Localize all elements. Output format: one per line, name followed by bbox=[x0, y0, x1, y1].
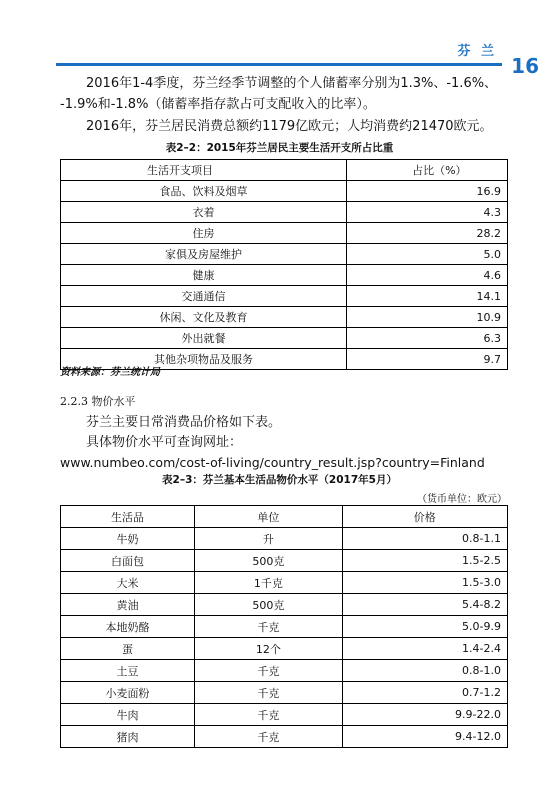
table2-caption: 表2–3：芬兰基本生活品物价水平（2017年5月） bbox=[162, 474, 397, 486]
table-row bbox=[61, 286, 508, 307]
unit-cell: 500克 bbox=[195, 594, 343, 616]
item-cell: 住房 bbox=[61, 223, 347, 244]
unit-cell: 升 bbox=[195, 528, 343, 550]
product-cell: 黄油 bbox=[61, 594, 195, 616]
product-cell: 白面包 bbox=[61, 550, 195, 572]
table-row bbox=[61, 682, 508, 704]
header-rule bbox=[56, 63, 502, 66]
item-cell: 家俱及房屋维护 bbox=[61, 244, 347, 265]
table-header-cell: 占比（%） bbox=[347, 160, 508, 181]
table-row bbox=[61, 726, 508, 748]
value-cell: 28.2 bbox=[347, 223, 508, 244]
table-row bbox=[61, 594, 508, 616]
table-row bbox=[61, 550, 508, 572]
table-row bbox=[61, 572, 508, 594]
price-cell: 5.4-8.2 bbox=[342, 594, 507, 616]
table-row bbox=[61, 265, 508, 286]
price-cell: 0.8-1.0 bbox=[342, 660, 507, 682]
price-cell: 0.8-1.1 bbox=[342, 528, 507, 550]
item-cell: 食品、饮料及烟草 bbox=[61, 181, 347, 202]
table-row bbox=[61, 244, 508, 265]
value-cell: 4.6 bbox=[347, 265, 508, 286]
table-row bbox=[61, 307, 508, 328]
product-cell: 本地奶酪 bbox=[61, 616, 195, 638]
table-header-row bbox=[61, 506, 508, 528]
table-row bbox=[61, 660, 508, 682]
product-cell: 牛奶 bbox=[61, 528, 195, 550]
price-cell: 1.5-2.5 bbox=[342, 550, 507, 572]
unit-cell: 1千克 bbox=[195, 572, 343, 594]
product-cell: 土豆 bbox=[61, 660, 195, 682]
item-cell: 衣着 bbox=[61, 202, 347, 223]
table-row bbox=[61, 638, 508, 660]
paragraph-savings-line2: -1.9%和-1.8%（储蓄率指存款占可支配收入的比率）。 bbox=[60, 97, 376, 112]
unit-cell: 千克 bbox=[195, 704, 343, 726]
price-cell: 9.4-12.0 bbox=[342, 726, 507, 748]
price-cell: 0.7-1.2 bbox=[342, 682, 507, 704]
unit-cell: 千克 bbox=[195, 660, 343, 682]
unit-cell: 千克 bbox=[195, 616, 343, 638]
table-row bbox=[61, 616, 508, 638]
price-cell: 1.4-2.4 bbox=[342, 638, 507, 660]
table-row bbox=[61, 181, 508, 202]
product-cell: 小麦面粉 bbox=[61, 682, 195, 704]
product-cell: 蛋 bbox=[61, 638, 195, 660]
unit-cell: 千克 bbox=[195, 726, 343, 748]
table-row bbox=[61, 528, 508, 550]
item-cell: 交通通信 bbox=[61, 286, 347, 307]
price-cell: 9.9-22.0 bbox=[342, 704, 507, 726]
table-row bbox=[61, 704, 508, 726]
currency-note: （货币单位：欧元） bbox=[417, 494, 507, 505]
value-cell: 4.3 bbox=[347, 202, 508, 223]
table-header-cell: 单位 bbox=[195, 506, 343, 528]
page-number: 16 bbox=[511, 54, 539, 78]
paragraph-savings-line1: 2016年1-4季度，芬兰经季节调整的个人储蓄率分别为1.3%、-1.6%、 bbox=[86, 76, 498, 91]
price-cell: 1.5-3.0 bbox=[342, 572, 507, 594]
unit-cell: 千克 bbox=[195, 682, 343, 704]
product-cell: 大米 bbox=[61, 572, 195, 594]
value-cell: 5.0 bbox=[347, 244, 508, 265]
paragraph-consumption: 2016年，芬兰居民消费总额约1179亿欧元；人均消费约21470欧元。 bbox=[86, 119, 493, 134]
table-row bbox=[61, 223, 508, 244]
running-header: 芬 兰 bbox=[457, 44, 497, 59]
product-cell: 牛肉 bbox=[61, 704, 195, 726]
item-cell: 其他杂项物品及服务 bbox=[61, 349, 347, 370]
item-cell: 外出就餐 bbox=[61, 328, 347, 349]
table-header-cell: 生活品 bbox=[61, 506, 195, 528]
item-cell: 健康 bbox=[61, 265, 347, 286]
table-header-cell: 生活开支项目 bbox=[61, 160, 347, 181]
value-cell: 10.9 bbox=[347, 307, 508, 328]
value-cell: 6.3 bbox=[347, 328, 508, 349]
table-header-row bbox=[61, 160, 508, 181]
unit-cell: 500克 bbox=[195, 550, 343, 572]
value-cell: 9.7 bbox=[347, 349, 508, 370]
table1-source: 资料来源：芬兰统计局 bbox=[60, 367, 160, 378]
value-cell: 16.9 bbox=[347, 181, 508, 202]
table-row bbox=[61, 202, 508, 223]
reference-url: www.numbeo.com/cost-of-living/country_result.jsp?country=Finland bbox=[60, 455, 485, 470]
price-cell: 5.0-9.9 bbox=[342, 616, 507, 638]
table-row bbox=[61, 328, 508, 349]
section-heading: 2.2.3 物价水平 bbox=[60, 395, 136, 408]
item-cell: 休闲、文化及教育 bbox=[61, 307, 347, 328]
unit-cell: 12个 bbox=[195, 638, 343, 660]
product-cell: 猪肉 bbox=[61, 726, 195, 748]
section-intro-line1: 芬兰主要日常消费品价格如下表。 bbox=[86, 415, 282, 430]
value-cell: 14.1 bbox=[347, 286, 508, 307]
expenditure-table bbox=[60, 159, 508, 370]
table-header-cell: 价格 bbox=[342, 506, 507, 528]
price-table bbox=[60, 505, 508, 748]
section-intro-line2: 具体物价水平可查询网址： bbox=[86, 435, 243, 450]
table1-caption: 表2–2：2015年芬兰居民主要生活开支所占比重 bbox=[165, 142, 394, 154]
